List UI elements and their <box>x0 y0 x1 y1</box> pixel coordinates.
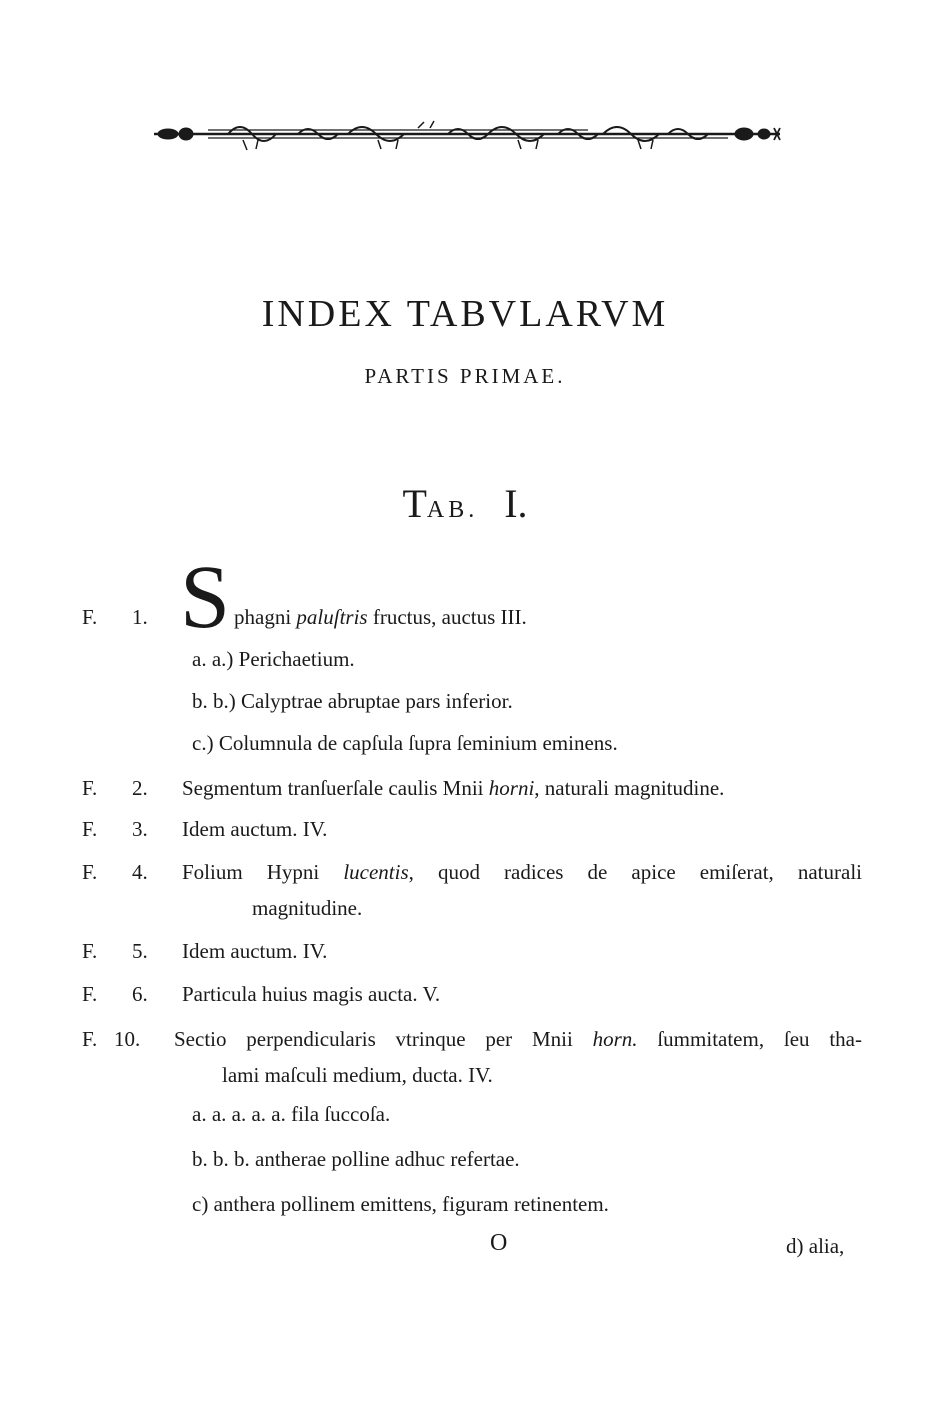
entry-text-part: phagni <box>234 605 297 629</box>
entry-text-part: Folium Hypni <box>182 860 344 884</box>
figure-label: F. <box>82 860 98 884</box>
plate-heading-number: I. <box>504 481 528 526</box>
entry-text <box>234 605 527 630</box>
entry-continuation: lami maſculi medium, ducta. IV. <box>222 1063 493 1087</box>
entry-text-part: Segmentum tranſuerſale caulis Mnii <box>182 776 489 800</box>
plate-heading <box>0 480 930 527</box>
sub-item: a. a.) Perichaetium. <box>192 647 355 671</box>
entry-text-italic: horni <box>488 776 535 800</box>
entry-text-part: Sectio perpendicularis vtrinque per Mnii <box>174 1027 593 1051</box>
entry-text: Idem auctum. IV. <box>182 939 328 963</box>
entry-text <box>182 860 862 885</box>
figure-number: 4. <box>132 860 148 884</box>
figure-number: 1. <box>132 605 148 629</box>
figure-label: F. <box>82 605 98 629</box>
entry-text-italic: lucentis <box>343 860 409 884</box>
sub-item: c.) Columnula de capſula ſupra ſeminium eminens. <box>192 731 618 755</box>
figure-number: 6. <box>132 982 148 1006</box>
figure-label: F. <box>82 982 98 1006</box>
figure-label: F. <box>82 939 98 963</box>
entry-text <box>182 776 724 801</box>
entry-text-italic: horn. <box>592 1027 638 1051</box>
entry-text-part: , naturali magnitudine. <box>534 776 725 800</box>
plate-heading-initial: T <box>402 481 427 526</box>
figure-label: F. <box>82 1027 98 1051</box>
page-title: INDEX TABVLARVM <box>261 293 669 335</box>
entry-text-part: ſummitatem, ſeu tha- <box>637 1027 862 1051</box>
ornamental-border-icon <box>148 118 788 152</box>
sub-item: b. b.) Calyptrae abruptae pars inferior. <box>192 689 513 713</box>
sub-item: c) anthera pollinem emittens, figuram retinentem. <box>192 1192 609 1216</box>
entry-text-italic: paluſtris <box>296 605 368 629</box>
sub-item: a. a. a. a. a. fila ſuccoſa. <box>192 1102 391 1126</box>
page-subtitle: PARTIS PRIMAE. <box>364 364 566 388</box>
plate-heading-abbrev: AB. <box>426 497 479 523</box>
figure-number: 5. <box>132 939 148 963</box>
figure-label: F. <box>82 776 98 800</box>
catchword: d) alia, <box>786 1234 845 1258</box>
entry-text <box>174 1027 862 1052</box>
figure-number: 2. <box>132 776 148 800</box>
signature-mark: O <box>490 1230 508 1256</box>
entry-text: Idem auctum. IV. <box>182 817 328 841</box>
figure-number: 3. <box>132 817 148 841</box>
entry-continuation: magnitudine. <box>252 896 363 920</box>
entry-text-part: , quod radices de apice emiſerat, naturali <box>408 860 863 884</box>
drop-cap: S <box>180 548 231 647</box>
figure-label: F. <box>82 817 98 841</box>
entry-text-part: fructus, auctus III. <box>367 605 527 629</box>
entry-text: Particula huius magis aucta. V. <box>182 982 441 1006</box>
figure-number: 10. <box>114 1027 141 1051</box>
sub-item: b. b. b. antherae polline adhuc refertae. <box>192 1147 520 1171</box>
